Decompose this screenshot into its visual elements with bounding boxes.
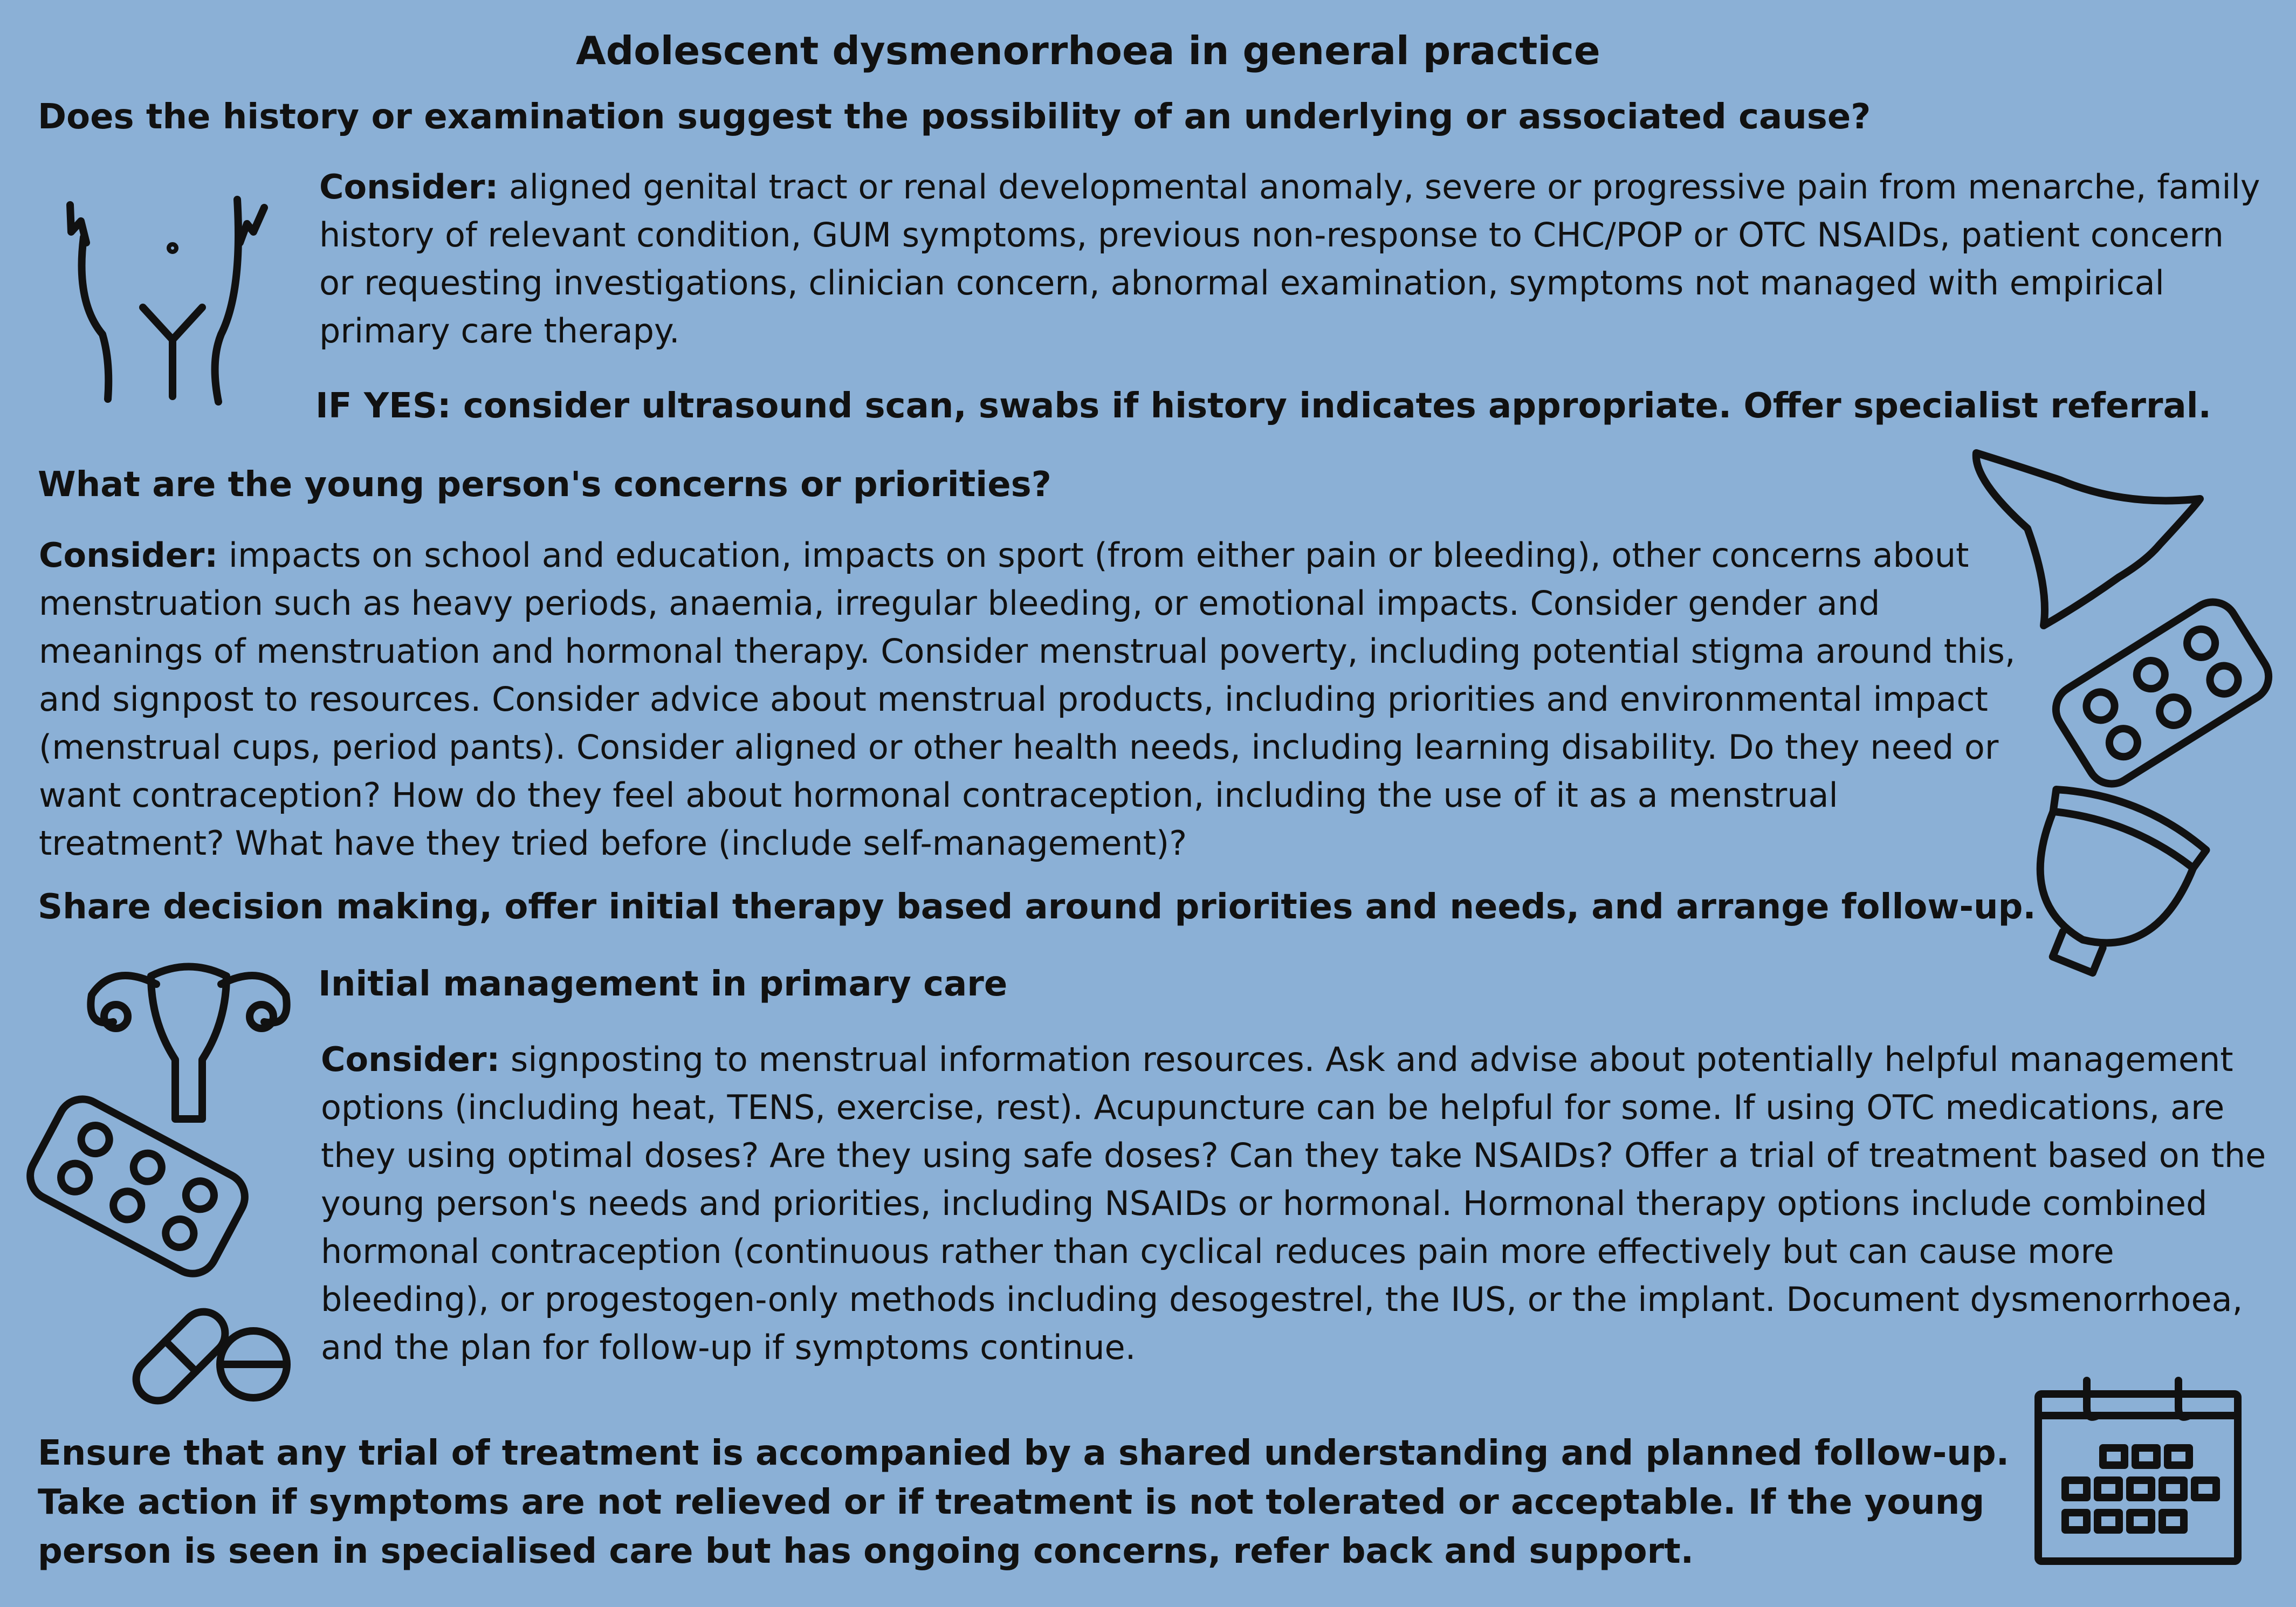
section2-question: What are the young person's concerns or priorities? bbox=[38, 465, 1051, 505]
calendar-icon bbox=[2033, 1378, 2243, 1567]
section3-heading: Initial management in primary care bbox=[318, 964, 1008, 1004]
section1-if-yes: IF YES: consider ultrasound scan, swabs if history indicates appropriate. Offer specialist referral. bbox=[315, 386, 2211, 426]
section2-consider-label: Consider: bbox=[39, 535, 218, 575]
section2-share: Share decision making, offer initial therapy based around priorities and needs, and arrange follow-up. bbox=[38, 887, 2036, 927]
section3-consider-text: signposting to menstrual information resources. Ask and advise about potentially helpful management options (including heat, TENS, exercise, rest). Acupuncture can be helpful for some. If using OTC medications, are they using optimal doses? Are they using safe doses? Can they take NSAIDs? Offer a trial of treatment based on the young person's needs and priorities, including NSAIDs or hormonal. Hormonal therapy options include combined hormonal contraception (continuous rather than cyclical reduces pain more effectively but can cause more bleeding), or progestogen-only methods including desogestrel, the IUS, or the implant. Document dysmenorrhoea, and the plan for follow-up if symptoms continue. bbox=[321, 1040, 2266, 1367]
section2-consider bbox=[39, 531, 2034, 867]
footer-note: Ensure that any trial of treatment is accompanied by a shared understanding and planned follow-up. Take action if symptoms are not relieved or if treatment is not tolerated or acceptable. If the young person is seen in specialised care but has ongoing concerns, refer back and support. bbox=[38, 1433, 2010, 1571]
pelvis-icon bbox=[59, 183, 264, 410]
section2-consider-text: impacts on school and education, impacts on sport (from either pain or bleeding), other concerns about menstruation such as heavy periods, anaemia, irregular bleeding, or emotional impacts. Consider gender and meanings of menstruation and hormonal therapy. Consider menstrual poverty, including potential stigma around this, and signpost to resources. Consider advice about menstrual products, including priorities and environmental impact (menstrual cups, period pants). Consider aligned or other health needs, including learning disability. Do they need or want contraception? How do they feel about hormonal contraception, including the use of it as a menstrual treatment? What have they tried before (include self-management)? bbox=[39, 535, 2016, 863]
page-title: Adolescent dysmenorrhoea in general practice bbox=[576, 28, 1600, 73]
section1-consider-label: Consider: bbox=[319, 167, 499, 207]
section1-consider-text: aligned genital tract or renal developmental anomaly, severe or progressive pain from menarche, family history of relevant condition, GUM symptoms, previous non-response to CHC/POP or OTC NSAIDs, patient concern or requesting investigations, clinician concern, abnormal examination, symptoms not managed with empirical primary care therapy. bbox=[319, 167, 2260, 351]
pill-blister-icon-2 bbox=[13, 1079, 262, 1294]
section1-consider bbox=[319, 163, 2266, 355]
menstrual-cup-icon bbox=[2001, 793, 2205, 987]
section3-consider bbox=[321, 1035, 2273, 1371]
capsule-tablet-icon bbox=[138, 1297, 299, 1405]
pill-blister-icon bbox=[2038, 588, 2286, 798]
section1-question: Does the history or examination suggest the possibility of an underlying or associated cause? bbox=[38, 97, 1871, 137]
section3-consider-label: Consider: bbox=[321, 1040, 500, 1079]
